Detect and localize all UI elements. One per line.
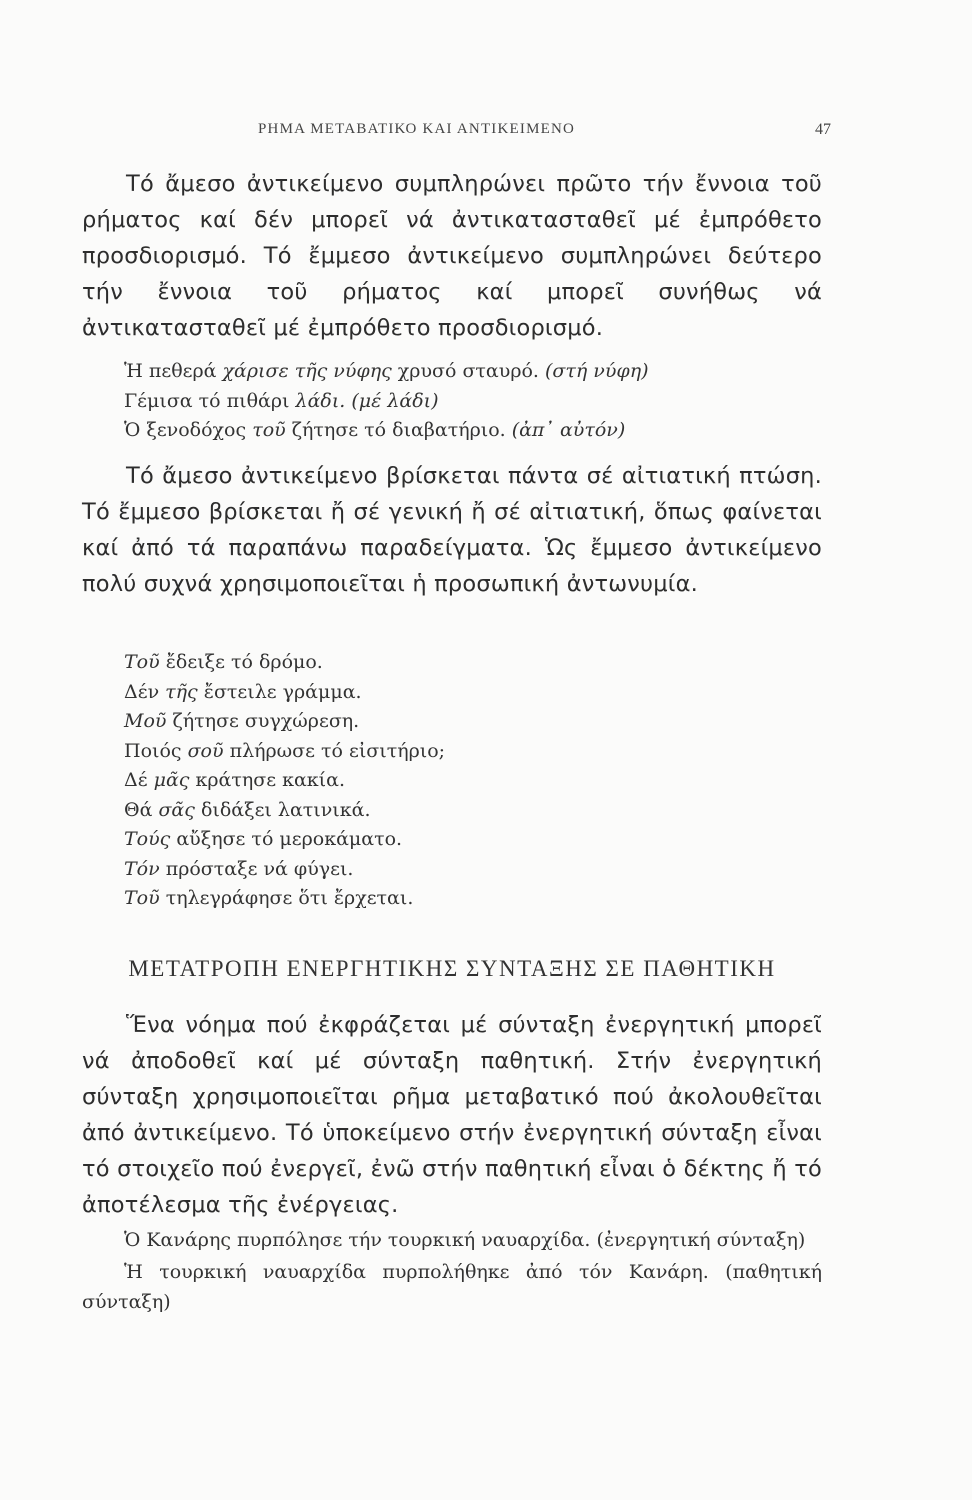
example-emphasis: τοῦ: [252, 419, 286, 441]
example-line: [124, 357, 824, 387]
example-active-voice: Ὁ Κανάρης πυρπόλησε τήν τουρκική ναυαρχίδα. (ἐνεργητική σύνταξη): [124, 1229, 806, 1251]
example-emphasis: Τοῦ: [124, 887, 160, 909]
example-text: ἔδειξε τό δρόμο.: [159, 651, 323, 673]
example-line: [124, 678, 824, 708]
running-header: [0, 121, 972, 145]
example-text: πρόσταξε νά φύγει.: [159, 857, 354, 880]
example-text: χρυσό σταυρό.: [391, 360, 539, 382]
example-text: Δέ: [124, 769, 154, 791]
example-passive-voice: Ἡ τουρκική ναυαρχίδα πυρπολήθηκε ἀπό τόν Κανάρη. (παθητική σύνταξη): [82, 1261, 822, 1313]
example-line: [124, 737, 824, 767]
examples-personal-pronoun: [124, 648, 824, 914]
example-line: [124, 855, 824, 885]
example-emphasis: σοῦ: [187, 739, 224, 762]
paragraph-text: Τό ἄμεσο ἀντικείμενο συμπληρώνει πρῶτο τήν ἔννοια τοῦ ρήματος καί δέν μπορεῖ νά ἀντικατασταθεῖ μέ ἐμπρόθετο προσδιορισμό. Τό ἔμμεσο ἀντικείμενο συμπληρώνει δεύτερο τήν ἔννοια τοῦ ρήματος καί μπορεῖ συνήθως νά ἀντικατασταθεῖ μέ ἐμπρόθετο προσδιορισμό.: [82, 171, 822, 341]
example-text: ζήτησε συγχώρεση.: [166, 710, 360, 732]
example-line: [124, 796, 824, 826]
example-line: [124, 825, 824, 855]
example-text: Ὁ ξενοδόχος: [124, 419, 253, 441]
example-text: πλήρωσε τό εἰσιτήριο;: [223, 739, 446, 762]
examples-object-substitution: [124, 357, 824, 446]
paragraph-text: Ἕνα νόημα πού ἐκφράζεται μέ σύνταξη ἐνεργητική μπορεῖ νά ἀποδοθεῖ καί μέ σύνταξη παθητική. Στήν ἐνεργητική σύνταξη χρησιμοποιεῖται ρῆμα μεταβατικό πού ἀκολουθεῖται ἀπό ἀντικείμενο. Τό ὑποκείμενο στήν ἐνεργητική σύνταξη εἶναι τό στοιχεῖο πού ἐνεργεῖ, ἐνῶ στήν παθητική εἶναι ὁ δέκτης ἤ τό ἀποτέλεσμα τῆς ἐνέργειας.: [82, 1012, 822, 1218]
example-note: (μέ λάδι): [351, 389, 439, 412]
example-line: [124, 766, 824, 796]
example-emphasis: Τόν: [124, 857, 160, 880]
example-text: τηλεγράφησε ὅτι ἔρχεται.: [159, 887, 414, 909]
example-line: [124, 648, 824, 678]
example-emphasis: τῆς: [165, 680, 198, 703]
example-note: (ἀπ᾽ αὐτόν): [511, 419, 626, 441]
example-text: κράτησε κακία.: [189, 769, 345, 791]
example-emphasis: σᾶς: [158, 798, 195, 821]
section-heading: ΜΕΤΑΤΡΟΠΗ ΕΝΕΡΓΗΤΙΚΗΣ ΣΥΝΤΑΞΗΣ ΣΕ ΠΑΘΗΤΙΚΗ: [128, 956, 776, 981]
example-emphasis: μᾶς: [153, 769, 190, 791]
running-title: ΡΗΜΑ ΜΕΤΑΒΑΤΙΚΟ ΚΑΙ ΑΝΤΙΚΕΙΜΕΝΟ: [258, 121, 576, 137]
example-text: ἔστειλε γράμμα.: [197, 680, 362, 703]
example-emphasis: Τούς: [124, 828, 171, 850]
example-text: διδάξει λατινικά.: [194, 798, 371, 821]
paragraph-direct-indirect-object: [82, 166, 822, 346]
example-line: [124, 416, 824, 446]
example-emphasis: χάρισε τῆς νύφης: [222, 360, 392, 382]
example-text: αὔξησε τό μεροκάματο.: [170, 828, 403, 850]
example-text: Ἡ πεθερά: [124, 360, 223, 382]
example-text: Γέμισα τό πιθάρι: [124, 389, 296, 412]
example-text: Δέν: [124, 680, 166, 703]
example-emphasis: Τοῦ: [124, 651, 160, 673]
page-number: 47: [815, 121, 831, 138]
example-text: ζήτησε τό διαβατήριο.: [285, 419, 506, 441]
paragraph-active-passive: [82, 1007, 822, 1223]
example-text: Ποιός: [124, 739, 188, 762]
example-emphasis: λάδι.: [295, 389, 346, 412]
example-emphasis: Μοῦ: [124, 710, 167, 732]
example-line: [124, 707, 824, 737]
example-line: [124, 387, 824, 417]
paragraph-text: Τό ἄμεσο ἀντικείμενο βρίσκεται πάντα σέ αἰτιατική πτώση. Τό ἔμμεσο βρίσκεται ἤ σέ γενική ἤ σέ αἰτιατική, ὅπως φαίνεται καί ἀπό τά παραπάνω παραδείγματα. Ὡς ἔμμεσο ἀντικείμενο πολύ συχνά χρησιμοποιεῖται ἡ προσωπική ἀντωνυμία.: [82, 463, 822, 597]
example-line: [124, 884, 824, 914]
example-text: Θά: [124, 798, 159, 821]
example-note: (στή νύφη): [544, 360, 649, 382]
paragraph-case-of-objects: [82, 458, 822, 602]
